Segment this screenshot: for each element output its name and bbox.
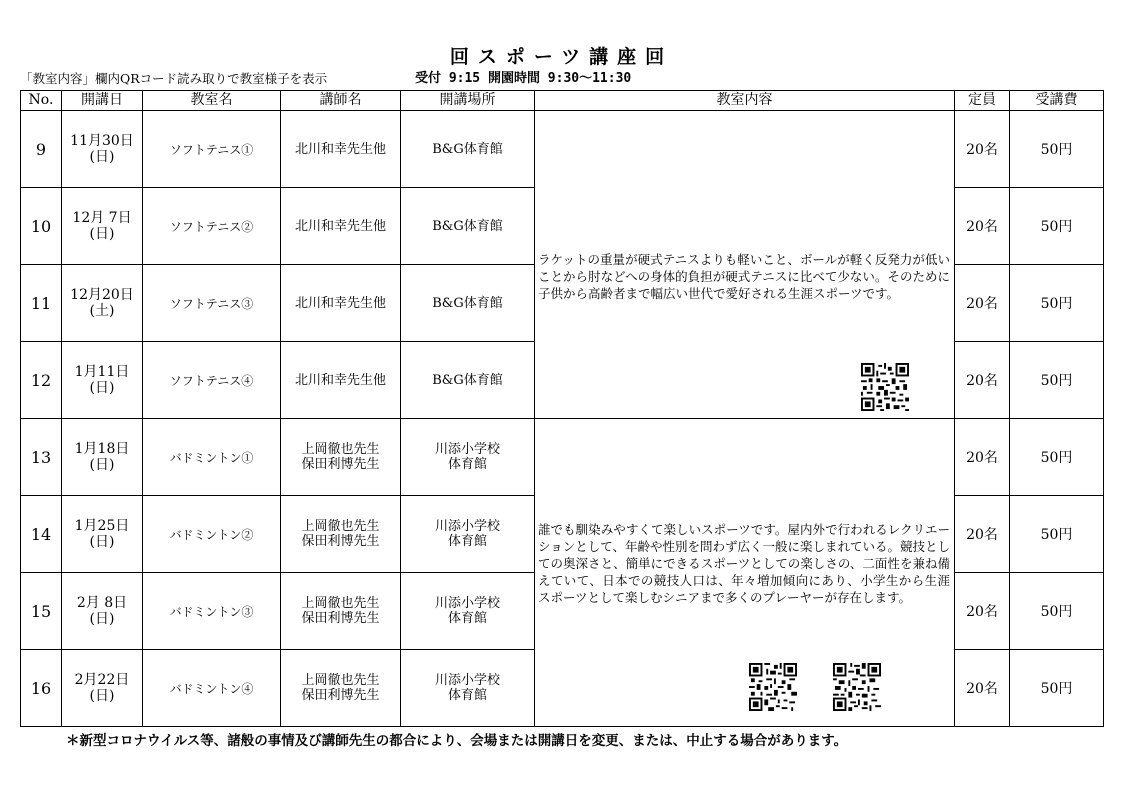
row-date (62, 650, 143, 727)
row-venue (401, 188, 535, 265)
venue-name: 川添小学校 (434, 596, 500, 611)
qr-code-icon (749, 663, 797, 711)
row-venue (401, 650, 535, 727)
footer-note: ＊新型コロナウイルス等、諸般の事情及び講師先生の都合により、会場または開講日を変更、または、中止する場合があります。 (66, 733, 848, 749)
row-class-name: ソフトテニス② (143, 188, 281, 265)
row-no: 16 (21, 650, 62, 727)
row-instructor (281, 496, 401, 573)
row-date (62, 342, 143, 419)
row-capacity: 20名 (955, 188, 1010, 265)
content-badminton (535, 419, 955, 727)
venue-subname: 体育館 (447, 534, 487, 549)
row-fee: 50円 (1010, 342, 1104, 419)
row-capacity: 20名 (955, 419, 1010, 496)
instructor-name: 上岡徹也先生 (301, 519, 380, 534)
date-weekday: (日) (89, 380, 115, 396)
date-month-day: 1月11日 (74, 364, 130, 380)
instructor-name: 上岡徹也先生 (301, 442, 380, 457)
row-instructor (281, 111, 401, 188)
content-soft-tennis-text: ラケットの重量が硬式テニスよりも軽いこと、ボールが軽く反発力が低いことから肘などへの身体的負担が硬式テニスに比べて少ない。そのために子供から高齢者まで幅広い世代で愛好される生涯スポーツです。 (538, 252, 950, 301)
header-date: 開講日 (62, 91, 143, 111)
instructor-name: 保田利博先生 (301, 457, 380, 472)
instructor-name: 上岡徹也先生 (301, 673, 380, 688)
date-weekday: (日) (89, 226, 115, 242)
row-class-name: バドミントン① (143, 419, 281, 496)
qr-code-icon (833, 663, 881, 711)
date-month-day: 1月25日 (74, 518, 130, 534)
venue-subname: 体育館 (447, 457, 487, 472)
table-row (21, 419, 1104, 496)
venue-name: B&G体育館 (432, 218, 503, 234)
row-no: 13 (21, 419, 62, 496)
row-class-name: ソフトテニス④ (143, 342, 281, 419)
venue-name: 川添小学校 (434, 519, 500, 534)
row-instructor (281, 265, 401, 342)
row-instructor (281, 419, 401, 496)
instructor-name: 上岡徹也先生 (301, 596, 380, 611)
qr-note: 「教室内容」欄内QRコード読み取りで教室様子を表示 (20, 71, 328, 86)
instructor-name: 北川和幸先生他 (294, 295, 386, 311)
row-date (62, 419, 143, 496)
schedule-table (20, 90, 1104, 727)
venue-name: 川添小学校 (434, 442, 500, 457)
header-row (21, 91, 1104, 111)
instructor-name: 北川和幸先生他 (294, 141, 386, 157)
row-venue (401, 419, 535, 496)
date-month-day: 2月22日 (74, 672, 130, 688)
row-fee: 50円 (1010, 188, 1104, 265)
row-class-name: バドミントン④ (143, 650, 281, 727)
header-capacity: 定員 (955, 91, 1010, 111)
instructor-name: 保田利博先生 (301, 611, 380, 626)
row-date (62, 496, 143, 573)
row-capacity: 20名 (955, 111, 1010, 188)
row-date (62, 188, 143, 265)
reception-time: 受付 9:15 開園時間 9:30～11:30 (415, 71, 632, 86)
date-weekday: (土) (89, 303, 115, 319)
row-instructor (281, 342, 401, 419)
date-month-day: 12月20日 (70, 287, 134, 303)
row-no: 14 (21, 496, 62, 573)
venue-name: B&G体育館 (432, 141, 503, 157)
venue-name: B&G体育館 (432, 372, 503, 388)
row-capacity: 20名 (955, 342, 1010, 419)
row-class-name: バドミントン② (143, 496, 281, 573)
row-fee: 50円 (1010, 650, 1104, 727)
row-class-name: バドミントン③ (143, 573, 281, 650)
date-weekday: (日) (89, 611, 115, 627)
date-weekday: (日) (89, 688, 115, 704)
row-venue (401, 111, 535, 188)
row-venue (401, 265, 535, 342)
content-badminton-text: 誰でも馴染みやすくて楽しいスポーツです。屋内外で行われるレクリエーションとして、年齢や性別を問わず広く一般に楽しまれている。競技としての奥深さと、簡単にできるスポーツとしての楽しさの、二面性を兼ね備えていて、日本での競技人口は、年々増加傾向にあり、小学生から生涯スポーツとして楽しむシニアまで多くのプレーヤーが存在します。 (538, 522, 951, 605)
row-instructor (281, 188, 401, 265)
row-no: 12 (21, 342, 62, 419)
qr-code-icon (861, 363, 909, 411)
header-fee: 受講費 (1010, 91, 1104, 111)
table-row (21, 111, 1104, 188)
instructor-name: 保田利博先生 (301, 688, 380, 703)
row-fee: 50円 (1010, 573, 1104, 650)
date-month-day: 11月30日 (70, 133, 134, 149)
header-content: 教室内容 (535, 91, 955, 111)
date-month-day: 2月 8日 (76, 595, 128, 611)
row-instructor (281, 573, 401, 650)
row-venue (401, 496, 535, 573)
date-month-day: 1月18日 (74, 441, 130, 457)
venue-name: 川添小学校 (434, 673, 500, 688)
venue-name: B&G体育館 (432, 295, 503, 311)
row-fee: 50円 (1010, 265, 1104, 342)
content-soft-tennis (535, 111, 955, 419)
row-fee: 50円 (1010, 496, 1104, 573)
row-capacity: 20名 (955, 573, 1010, 650)
row-date (62, 111, 143, 188)
instructor-name: 北川和幸先生他 (294, 372, 386, 388)
row-capacity: 20名 (955, 265, 1010, 342)
row-date (62, 573, 143, 650)
row-instructor (281, 650, 401, 727)
row-venue (401, 573, 535, 650)
header-venue: 開講場所 (401, 91, 535, 111)
date-weekday: (日) (89, 457, 115, 473)
row-capacity: 20名 (955, 496, 1010, 573)
date-weekday: (日) (89, 149, 115, 165)
header-instructor: 講師名 (281, 91, 401, 111)
instructor-name: 北川和幸先生他 (294, 218, 386, 234)
venue-subname: 体育館 (447, 688, 487, 703)
row-capacity: 20名 (955, 650, 1010, 727)
instructor-name: 保田利博先生 (301, 534, 380, 549)
row-fee: 50円 (1010, 111, 1104, 188)
page-title: 回スポーツ講座回 (449, 46, 674, 68)
row-no: 9 (21, 111, 62, 188)
row-no: 15 (21, 573, 62, 650)
row-no: 10 (21, 188, 62, 265)
row-venue (401, 342, 535, 419)
row-fee: 50円 (1010, 419, 1104, 496)
row-date (62, 265, 143, 342)
venue-subname: 体育館 (447, 611, 487, 626)
row-class-name: ソフトテニス③ (143, 265, 281, 342)
date-month-day: 12月 7日 (72, 210, 132, 226)
date-weekday: (日) (89, 534, 115, 550)
header-no: No. (21, 91, 62, 111)
row-no: 11 (21, 265, 62, 342)
header-class-name: 教室名 (143, 91, 281, 111)
row-class-name: ソフトテニス① (143, 111, 281, 188)
